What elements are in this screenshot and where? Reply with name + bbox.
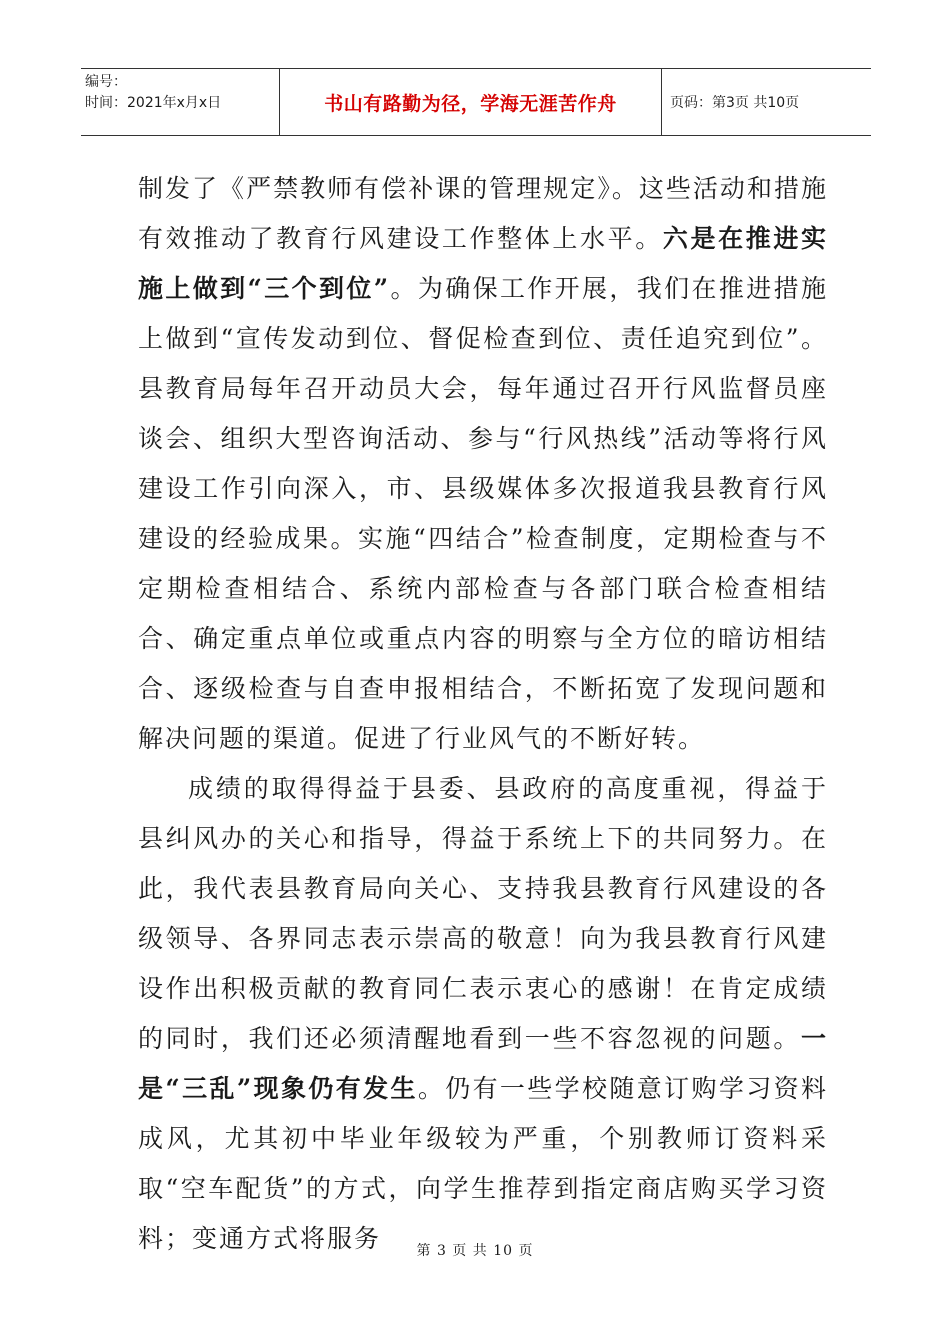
header-page-info: 页码：第3页 共10页	[670, 95, 800, 111]
paragraph-1-text-a: 制发了《严禁教师有偿补课的管理规定》。这些活动和措施有效推动了教育行风建设工作整体上水平。	[138, 174, 828, 253]
paragraph-2-text-a: 成绩的取得得益于县委、县政府的高度重视，得益于县纠风办的关心和指导，得益于系统上下的共同努力。在此，我代表县教育局向关心、支持我县教育行风建设的各级领导、各界同志表示崇高的敬意！向为我县教育行风建设作出积极贡献的教育同仁表示衷心的感谢！在肯定成绩的同时，我们还必须清醒地看到一些不容忽视的问题。	[138, 774, 828, 1053]
header-motto: 书山有路勤为径，学海无涯苦作舟	[280, 69, 662, 135]
page-footer: 第 3 页 共 10 页	[416, 1243, 534, 1259]
paragraph-2	[138, 764, 828, 1264]
paragraph-1	[138, 164, 828, 764]
document-date: 时间：2021年x月x日	[85, 95, 222, 111]
document-body	[138, 164, 828, 1264]
header-meta	[81, 69, 280, 135]
paragraph-2-text-b: 。仍有一些学校随意订购学习资料成风，尤其初中毕业年级较为严重，个别教师订资料采取“空车配货”的方式，向学生推荐到指定商店购买学习资料；变通方式将服务	[138, 1074, 828, 1253]
paragraph-1-bold-heading: 六是在推进实施上做到“三个到位”	[138, 224, 828, 303]
paragraph-2-bold-heading: 一是“三乱”现象仍有发生	[138, 1024, 828, 1103]
document-number-label: 编号：	[85, 74, 127, 90]
page-header	[81, 68, 871, 136]
paragraph-1-text-b: 。为确保工作开展，我们在推进措施上做到“宣传发动到位、督促检查到位、责任追究到位”。县教育局每年召开动员大会，每年通过召开行风监督员座谈会、组织大型咨询活动、参与“行风热线”活动等将行风建设工作引向深入，市、县级媒体多次报道我县教育行风建设的经验成果。实施“四结合”检查制度，定期检查与不定期检查相结合、系统内部检查与各部门联合检查相结合、确定重点单位或重点内容的明察与全方位的暗访相结合、逐级检查与自查申报相结合，不断拓宽了发现问题和解决问题的渠道。促进了行业风气的不断好转。	[138, 274, 828, 753]
